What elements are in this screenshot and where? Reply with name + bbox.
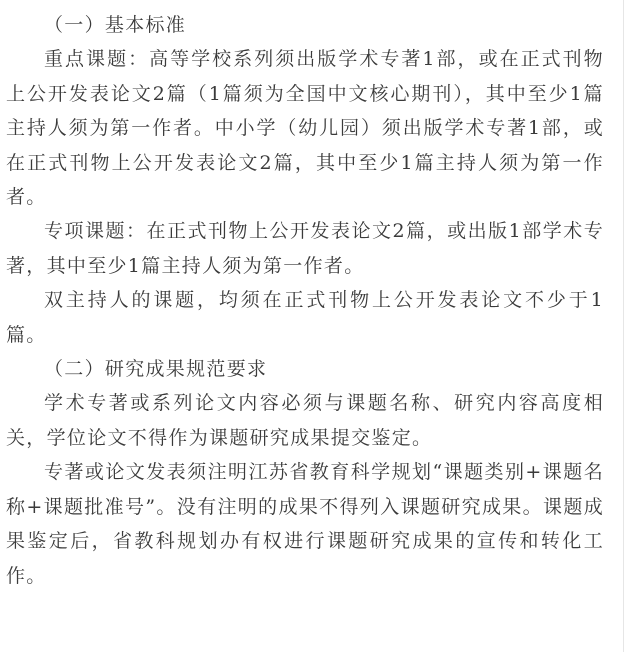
paragraph-key-projects: 重点课题：高等学校系列须出版学术专著1部，或在正式刊物上公开发表论文2篇（1篇须为全国中文核心期刊），其中至少1篇主持人须为第一作者。中小学（幼儿园）须出版学术专著1部，或在正式刊物上公开发表论文2篇，其中至少1篇主持人须为第一作者。: [6, 48, 604, 209]
paragraph-dual-hosts: 双主持人的课题，均须在正式刊物上公开发表论文不少于1篇。: [6, 289, 604, 346]
paragraph-monograph-relevance: 学术专著或系列论文内容必须与课题名称、研究内容高度相关，学位论文不得作为课题研究成果提交鉴定。: [6, 392, 604, 449]
paragraph-publication-annotation: 专著或论文发表须注明江苏省教育科学规划“课题类别+课题名称+课题批准号”。没有注明的成果不得列入课题研究成果。课题成果鉴定后，省教科规划办有权进行课题研究成果的宣传和转化工作。: [6, 461, 604, 587]
section-heading-basic-standards: （一）基本标准: [44, 14, 187, 36]
page-right-border: [623, 0, 624, 652]
paragraph-special-projects: 专项课题：在正式刊物上公开发表论文2篇，或出版1部学术专著，其中至少1篇主持人须为第一作者。: [6, 220, 604, 277]
section-heading-research-results: （二）研究成果规范要求: [44, 358, 268, 381]
